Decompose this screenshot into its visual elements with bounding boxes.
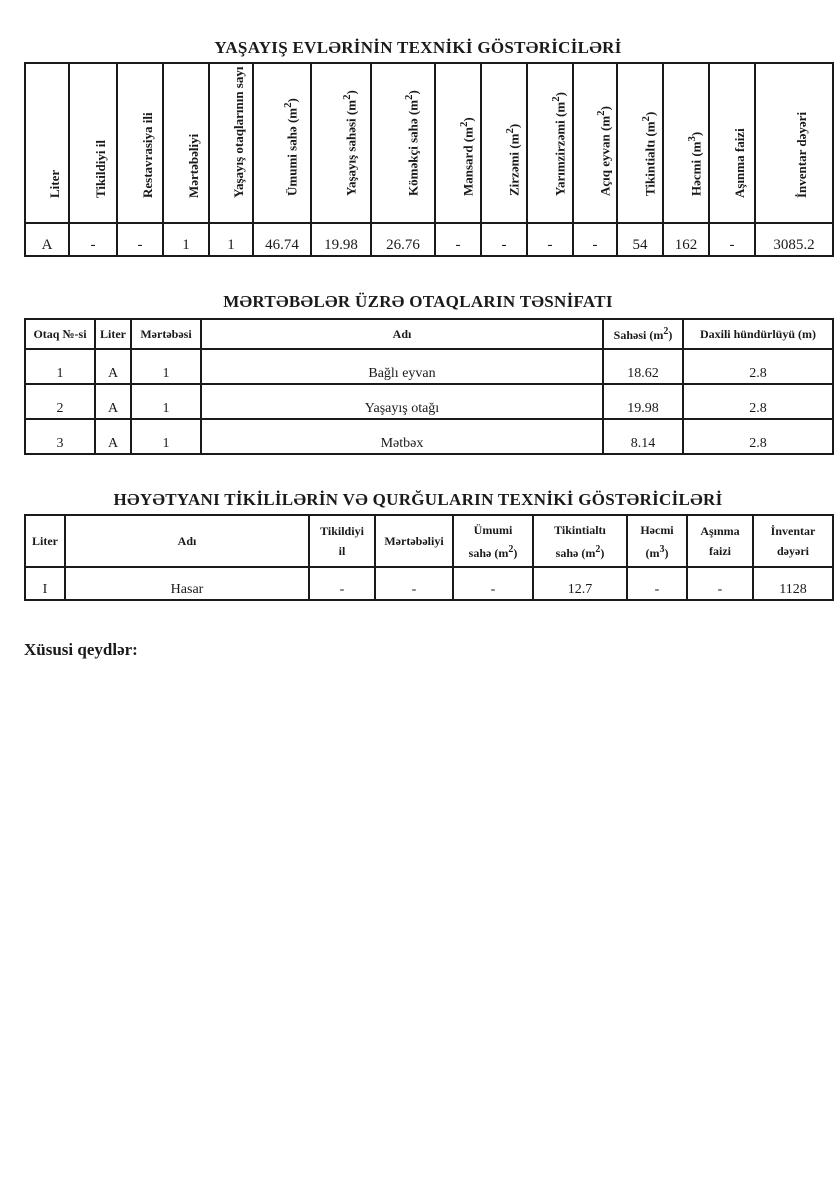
table-cell: 1 xyxy=(131,349,201,384)
table-cell: 1128 xyxy=(753,567,833,600)
table-cell: 46.74 xyxy=(253,223,311,256)
col-inventory-value: İnventar dəyəri xyxy=(753,515,833,567)
column-header xyxy=(209,63,253,223)
special-notes-label: Xüsusi qeydlər: xyxy=(24,640,138,659)
column-header-label: Yaşayış sahəsi $(m^2)$ xyxy=(341,89,359,196)
table-cell: 2.8 xyxy=(683,384,833,419)
table-cell: - xyxy=(573,223,617,256)
table-header-row xyxy=(25,319,833,349)
column-header-label: Mərtəbəliyi xyxy=(186,133,201,198)
col-area: Sahəsi $(m^2)$ xyxy=(603,319,683,349)
col-volume: Həcmi $(m^3)$ xyxy=(627,515,687,567)
column-header xyxy=(663,63,709,223)
table-cell: - xyxy=(69,223,117,256)
col-room-no: Otaq №-si xyxy=(25,319,95,349)
column-header xyxy=(573,63,617,223)
table-cell: Hasar xyxy=(65,567,309,600)
table-header-row xyxy=(25,515,833,567)
table-row xyxy=(25,419,833,454)
col-liter: Liter xyxy=(95,319,131,349)
column-header xyxy=(371,63,435,223)
table-cell: - xyxy=(709,223,755,256)
column-header-label: Restavrasiya ili xyxy=(140,112,155,198)
building-indicators-table xyxy=(24,62,834,257)
column-header-label: Zirzəmi $(m^2)$ xyxy=(504,123,522,196)
col-built-year: Tikildiyi il xyxy=(309,515,375,567)
table-cell: - xyxy=(375,567,453,600)
column-header-label: Yaşayış otaqlarının sayı xyxy=(231,66,246,198)
table-cell: - xyxy=(453,567,533,600)
rooms-table xyxy=(24,318,834,455)
table-row xyxy=(25,349,833,384)
table-cell: A xyxy=(25,223,69,256)
col-height: Daxili hündürlüyü (m) xyxy=(683,319,833,349)
section2-title: MƏRTƏBƏLƏR ÜZRƏ OTAQLARIN TƏSNİFATI xyxy=(223,292,613,311)
table-cell: A xyxy=(95,349,131,384)
col-total-area: Ümumi sahə $(m^2)$ xyxy=(453,515,533,567)
col-liter: Liter xyxy=(25,515,65,567)
column-header-label: Açıq eyvan $(m^2)$ xyxy=(595,105,613,196)
table-cell: - xyxy=(627,567,687,600)
column-header xyxy=(527,63,573,223)
table-row xyxy=(25,384,833,419)
table-cell: 162 xyxy=(663,223,709,256)
column-header xyxy=(709,63,755,223)
column-header-label: İnventar dəyəri xyxy=(794,111,809,198)
table-cell: - xyxy=(117,223,163,256)
table-cell: 3 xyxy=(25,419,95,454)
table-cell: - xyxy=(687,567,753,600)
column-header xyxy=(253,63,311,223)
table-cell: 1 xyxy=(209,223,253,256)
column-header-label: Tikildiyi il xyxy=(93,140,108,198)
col-floors: Mərtəbəliyi xyxy=(375,515,453,567)
table-cell: 1 xyxy=(131,419,201,454)
column-header-label: Mansard $(m^2)$ xyxy=(458,116,476,196)
table-cell: 2.8 xyxy=(683,349,833,384)
table-cell: 2.8 xyxy=(683,419,833,454)
section1-title: YAŞAYIŞ EVLƏRİNİN TEXNİKİ GÖSTƏRİCİLƏRİ xyxy=(214,38,622,57)
table-cell: 1 xyxy=(131,384,201,419)
table-cell: 12.7 xyxy=(533,567,627,600)
column-header-label: Tikintialtı $(m^2)$ xyxy=(640,111,658,196)
table-cell: - xyxy=(435,223,481,256)
table-cell: - xyxy=(527,223,573,256)
table-cell: A xyxy=(95,384,131,419)
table-cell: 19.98 xyxy=(311,223,371,256)
column-header-label: Liter xyxy=(47,169,62,198)
table-cell: - xyxy=(309,567,375,600)
table-cell: 1 xyxy=(163,223,209,256)
table-cell: I xyxy=(25,567,65,600)
column-header xyxy=(617,63,663,223)
table-cell: 18.62 xyxy=(603,349,683,384)
yard-structures-table xyxy=(24,514,834,601)
table-row xyxy=(25,223,833,256)
column-header xyxy=(435,63,481,223)
table-header-row xyxy=(25,63,833,223)
col-footprint-area: Tikintialtı sahə $(m^2)$ xyxy=(533,515,627,567)
col-floor: Mərtəbəsi xyxy=(131,319,201,349)
table-cell: 3085.2 xyxy=(755,223,833,256)
column-header-label: Həcmi $(m^3)$ xyxy=(686,131,704,196)
col-wear: Aşınma faizi xyxy=(687,515,753,567)
table-cell: - xyxy=(481,223,527,256)
column-header xyxy=(755,63,833,223)
column-header-label: Köməkçi sahə $(m^2)$ xyxy=(403,89,421,196)
column-header xyxy=(117,63,163,223)
col-name: Adı xyxy=(201,319,603,349)
table-cell: 8.14 xyxy=(603,419,683,454)
section3-title: HƏYƏTYANI TİKİLİLƏRİN VƏ QURĞULARIN TEXNİKİ GÖSTƏRİCİLƏRİ xyxy=(113,490,723,509)
column-header xyxy=(69,63,117,223)
column-header xyxy=(163,63,209,223)
table-cell: 2 xyxy=(25,384,95,419)
column-header xyxy=(25,63,69,223)
col-name: Adı xyxy=(65,515,309,567)
table-row xyxy=(25,567,833,600)
table-cell: 26.76 xyxy=(371,223,435,256)
table-cell: Mətbəx xyxy=(201,419,603,454)
table-cell: 1 xyxy=(25,349,95,384)
column-header xyxy=(481,63,527,223)
column-header xyxy=(311,63,371,223)
table-cell: Yaşayış otağı xyxy=(201,384,603,419)
column-header-label: Aşınma faizi xyxy=(732,128,747,198)
table-cell: 54 xyxy=(617,223,663,256)
table-cell: A xyxy=(95,419,131,454)
table-cell: Bağlı eyvan xyxy=(201,349,603,384)
column-header-label: Yarımzirzəmi $(m^2)$ xyxy=(550,91,568,196)
column-header-label: Ümumi sahə $(m^2)$ xyxy=(282,97,300,196)
table-cell: 19.98 xyxy=(603,384,683,419)
